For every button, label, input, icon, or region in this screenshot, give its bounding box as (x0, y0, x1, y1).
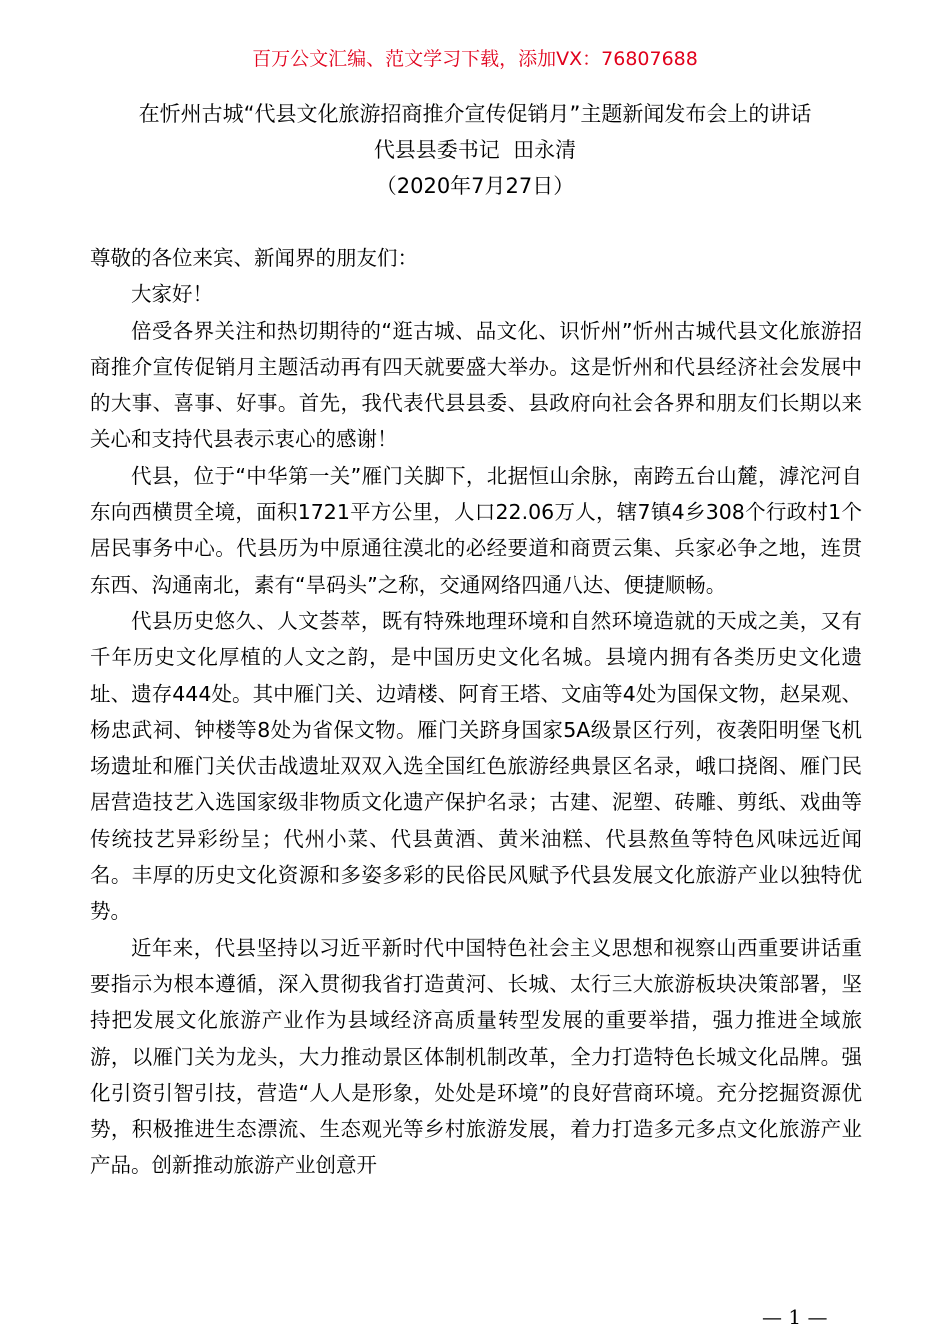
document-heading (0, 96, 950, 204)
document-title: 在忻州古城“代县文化旅游招商推介宣传促销月”主题新闻发布会上的讲话 (138, 102, 812, 126)
body-paragraph: 近年来，代县坚持以习近平新时代中国特色社会主义思想和视察山西重要讲话重要指示为根本遵循，深入贯彻我省打造黄河、长城、太行三大旅游板块决策部署，坚持把发展文化旅游产业作为县域经济高质量转型发展的重要举措，强力推进全域旅游，以雁门关为龙头，大力推动景区体制机制改革，全力打造特色长城文化品牌。强化引资引智引技，营造“人人是形象，处处是环境”的良好营商环境。充分挖掘资源优势，积极推进生态漂流、生态观光等乡村旅游发展，着力打造多元多点文化旅游产业产品。创新推动旅游产业创意开 (90, 935, 862, 1178)
greeting: 大家好！ (131, 282, 213, 307)
body-paragraph: 代县历史悠久、人文荟萃，既有特殊地理环境和自然环境造就的天成之美，又有千年历史文化厚植的人文之韵，是中国历史文化名城。县境内拥有各类历史文化遗址、遗存444处。其中雁门关、边靖楼、阿育王塔、文庙等4处为国保文物，赵杲观、杨忠武祠、钟楼等8处为省保文物。雁门关跻身国家5A级景区行列，夜袭阳明堡飞机场遗址和雁门关伏击战遗址双双入选全国红色旅游经典景区名录，峨口挠阁、雁门民居营造技艺入选国家级非物质文化遗产保护名录；古建、泥塑、砖雕、剪纸、戏曲等传统技艺异彩纷呈；代州小菜、代县黄酒、黄米油糕、代县熬鱼等特色风味远近闻名。丰厚的历史文化资源和多姿多彩的民俗民风赋予代县发展文化旅游产业以独特优势。 (90, 608, 862, 924)
body-paragraph: 倍受各界关注和热切期待的“逛古城、品文化、识忻州”忻州古城代县文化旅游招商推介宣传促销月主题活动再有四天就要盛大举办。这是忻州和代县经济社会发展中的大事、喜事、好事。首先，我代表代县县委、县政府向社会各界和朋友们长期以来关心和支持代县表示衷心的感谢！ (90, 318, 862, 452)
promo-banner: 百万公文汇编、范文学习下载，添加VX：76807688 (252, 48, 698, 70)
speaker-line: 代县县委书记 田永清 (373, 138, 577, 162)
body-paragraph: 代县，位于“中华第一关”雁门关脚下，北据恒山余脉，南跨五台山麓，滹沱河自东向西横贯全境，面积1721平方公里，人口22.06万人，辖7镇4乡308个行政村1个居民事务中心。代县历为中原通往漠北的必经要道和商贾云集、兵家必争之地，连贯东西、沟通南北，素有“旱码头”之称，交通网络四通八达、便捷顺畅。 (90, 463, 862, 597)
speech-body (90, 240, 862, 1184)
page-number: — 1 — (762, 1305, 828, 1329)
salutation: 尊敬的各位来宾、新闻界的朋友们： (90, 246, 418, 270)
speech-date: （2020年7月27日） (375, 174, 575, 198)
